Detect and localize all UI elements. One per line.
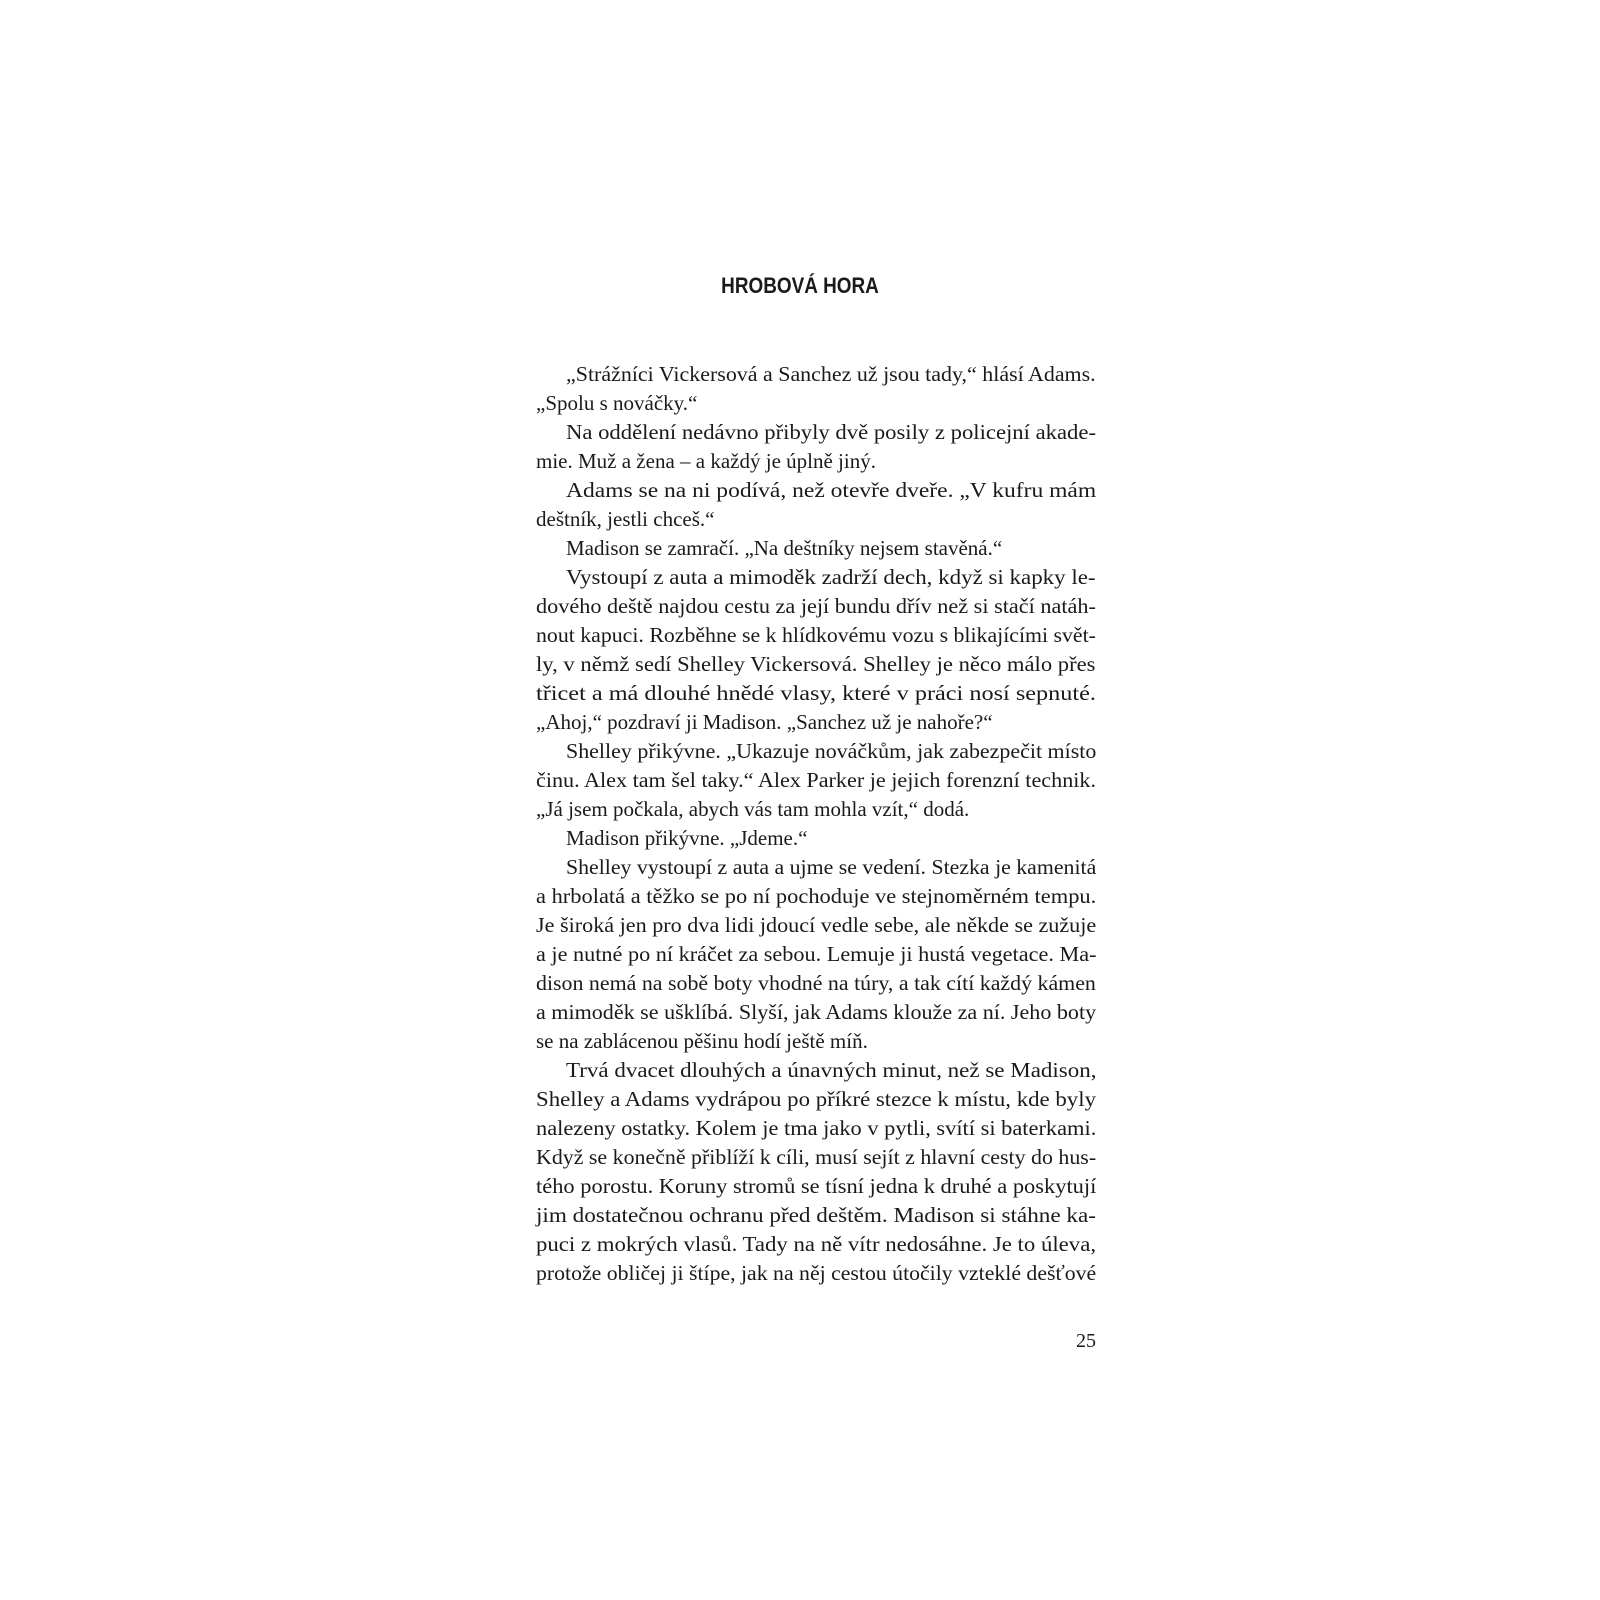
text-line: „Ahoj,“ pozdraví ji Madison. „Sanchez už je nahoře?“	[536, 710, 993, 734]
text-line: Adams se na ni podívá, než otevře dveře. „V kufru mám	[566, 478, 1097, 502]
text-line: Shelley vystoupí z auta a ujme se vedení. Stezka je kamenitá	[566, 855, 1097, 879]
text-line: nalezeny ostatky. Kolem je tma jako v pytli, svítí si baterkami.	[536, 1116, 1097, 1140]
text-line: Vystoupí z auta a mimoděk zadrží dech, když si kapky le-	[566, 565, 1096, 589]
text-line: deštník, jestli chceš.“	[536, 507, 715, 531]
text-line: jim dostatečnou ochranu před deštěm. Madison si stáhne ka-	[536, 1203, 1096, 1227]
text-line: Když se konečně přiblíží k cíli, musí sejít z hlavní cesty do hus-	[536, 1145, 1097, 1169]
text-line: dového deště najdou cestu za její bundu dřív než si stačí natáh-	[536, 594, 1096, 618]
page-number: 25	[1076, 1330, 1096, 1352]
text-line: a mimoděk se ušklíbá. Slyší, jak Adams klouže za ní. Jeho boty	[536, 1000, 1097, 1024]
text-line: dison nemá na sobě boty vhodné na túry, a tak cítí každý kámen	[536, 971, 1096, 995]
text-line: tého porostu. Koruny stromů se tísní jedna k druhé a poskytují	[536, 1174, 1097, 1198]
text-line: Je široká jen pro dva lidi jdoucí vedle sebe, ale někde se zužuje	[536, 913, 1097, 937]
text-line: Shelley přikývne. „Ukazuje nováčkům, jak zabezpečit místo	[566, 739, 1097, 763]
text-line: ly, v němž sedí Shelley Vickersová. Shelley je něco málo přes	[536, 652, 1096, 676]
text-line: protože obličej ji štípe, jak na něj cestou útočily vzteklé dešťové	[536, 1261, 1097, 1285]
text-line: puci z mokrých vlasů. Tady na ně vítr nedosáhne. Je to úleva,	[536, 1232, 1097, 1256]
text-line: činu. Alex tam šel taky.“ Alex Parker je jejich forenzní technik.	[536, 768, 1097, 792]
text-line: „Strážníci Vickersová a Sanchez už jsou tady,“ hlásí Adams.	[566, 362, 1096, 386]
text-line: Na oddělení nedávno přibyly dvě posily z policejní akade-	[566, 420, 1097, 444]
text-line: nout kapuci. Rozběhne se k hlídkovému vozu s blikajícími svět-	[536, 623, 1096, 647]
text-line: a hrbolatá a těžko se po ní pochoduje ve stejnoměrném tempu.	[536, 884, 1097, 908]
text-line: Madison přikývne. „Jdeme.“	[566, 826, 808, 850]
text-line: Trvá dvacet dlouhých a únavných minut, než se Madison,	[566, 1058, 1097, 1082]
text-line: a je nutné po ní kráčet za sebou. Lemuje ji hustá vegetace. Ma-	[536, 942, 1097, 966]
text-line: „Já jsem počkala, abych vás tam mohla vzít,“ dodá.	[536, 797, 970, 821]
text-line: se na zablácenou pěšinu hodí ještě míň.	[536, 1029, 868, 1053]
text-line: třicet a má dlouhé hnědé vlasy, které v práci nosí sepnuté.	[536, 681, 1096, 705]
text-line: Madison se zamračí. „Na deštníky nejsem stavěná.“	[566, 536, 1003, 560]
text-line: „Spolu s nováčky.“	[536, 391, 698, 415]
text-line: Shelley a Adams vydrápou po příkré stezce k místu, kde byly	[536, 1087, 1096, 1111]
chapter-title: HROBOVÁ HORA	[721, 273, 879, 298]
text-line: mie. Muž a žena – a každý je úplně jiný.	[536, 449, 876, 473]
